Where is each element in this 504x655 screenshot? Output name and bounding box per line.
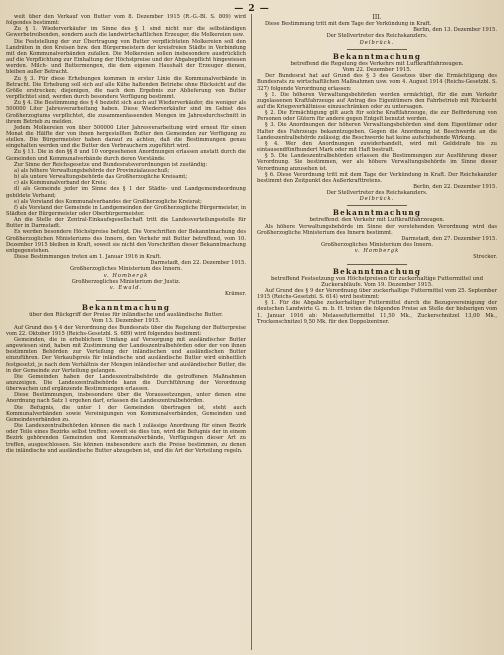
date-line: Darmstadt, den 22. Dezember 1915. bbox=[150, 260, 246, 267]
left-column bbox=[6, 14, 246, 652]
divider bbox=[96, 300, 156, 301]
paragraph: c) als Kommunalverband der Kreis; bbox=[14, 180, 107, 187]
paragraph: § 4. Wer den Anordnungen zuwiderhandelt, wird mit Geldstrafe bis zu eintausendfünfhundert Mark oder mit Haft bestraft. bbox=[257, 140, 497, 154]
divider bbox=[347, 49, 407, 50]
notice-heading: Bekanntmachung bbox=[332, 266, 422, 276]
notice-subtitle: betreffend die Regelung des Verkehrs mit Luftkraftfahrzeugen. bbox=[290, 60, 464, 67]
paragraph: § 1. Die höheren Verwaltungsbehörden werden ermächtigt, für die zum Verkehr zugelassenen Kraftfahrzeuge auf Antrag des Eigentümers den Fahrbetrieb mit Rücksicht auf die Kriegsverhältnisse einzuschränken oder zu untersagen. bbox=[257, 91, 497, 110]
notice-paragraphs bbox=[6, 325, 246, 454]
issuing-office: Großherzogliches Ministerium des Innern. bbox=[320, 242, 434, 249]
paragraph: Zur Sinne der Reichsgesetze und Bundesratsverordnungen ist zuständig: bbox=[14, 161, 208, 168]
notice-paragraphs bbox=[257, 73, 497, 184]
notice-date: Vom 13. Dezember 1915. bbox=[91, 318, 161, 325]
paragraph: Jedem Molkereien von über 500000 Liter Jahresverarbeitung wird erneut für einen Monat die Hälfte der von ihnen hergestellten Butter den Gemeinden zur Verfügung zu stellen. Die Bürgermeister haben darauf zu achten, daß die Bestimmungen genau eingehalten werden und die Butter den Verbrauchern zugeführt wird. bbox=[6, 124, 246, 150]
paragraph: Die Gemeinden haben der Landeszentralbehörde die getroffenen Maßnahmen anzuzeigen. Die Landeszentralbehörde kann die Durchführung der Verordnung überwachen und ergänzende Bestimmungen erlassen. bbox=[6, 373, 246, 393]
divider bbox=[347, 264, 407, 265]
issuing-office: Der Stellvertreter des Reichskanzlers. bbox=[326, 190, 428, 197]
paragraph: Die Landeszentralbehörden können die nach I zulässige Anordnung für einen Bezirk oder Teile eines Bezirks selbst treffen; soweit sie dies tun, wird die Befugnis der in einem Bezirk gehörenden Gemeinden und Kommunalverbände, Verfügungen dieser Art zu treffen, ausgeschlossen. Sie können insbesondere auch die Preise bestimmen, zu denen die inländische und ausländische Butter abzugeben ist, und die Art der Verteilung regeln. bbox=[6, 423, 246, 454]
paragraph: § 2. Die Ermächtigung gilt auch für solche Kraftfahrzeuge, die zur Beförderung von Personen oder Gütern für andere gegen Entgelt benutzt werden. bbox=[257, 110, 497, 123]
paragraph: § 5. Die Landeszentralbehörden erlassen die Bestimmungen zur Ausführung dieser Verordnung. Sie bestimmen, wer als höhere Verwaltungsbehörde im Sinne dieser Verordnung anzusehen ist. bbox=[257, 153, 497, 172]
section-numeral: III. bbox=[372, 14, 382, 21]
issuing-office: Großherzogliches Ministerium der Justiz. bbox=[71, 278, 181, 285]
paragraph: Als höhere Verwaltungsbehörde im Sinne der vorstehenden Verordnung wird das Großherzogliche Ministerium des Innern bestimmt. bbox=[257, 223, 497, 236]
paragraph: Zu § 4. Die Bestimmung des § 4 bezieht sich auch auf Wiederverkäufer, die weniger als 500000 Liter Jahresverarbeitung haben. Diese Wiederverkäufer sind im Gebiet des Großherzogtums verpflichtet, die zusammenfassenden Mengen im Jahresdurchschnitt in ihrem Betrieb zu melden. bbox=[6, 100, 246, 125]
paragraph: § 6. Diese Verordnung tritt mit dem Tage der Verkündung in Kraft. Der Reichskanzler bestimmt den Zeitpunkt des Außerkrafttretens. bbox=[257, 171, 497, 184]
signature: v. Hombergk bbox=[103, 272, 149, 279]
countersignature: Strecker. bbox=[473, 254, 497, 261]
notice-heading: Bekanntmachung bbox=[332, 208, 422, 218]
paragraph: Auf Grund des § 4 der Verordnung des Bundesrats über die Regelung der Butterpreise vom 22. Oktober 1915 (Reichs-Gesetzbl. S. 689) wird folgendes bestimmt: bbox=[6, 324, 246, 337]
signature: v. Hombergk bbox=[354, 248, 400, 255]
paragraph: e) als Vorstand des Kommunalverbandes der Großherzogliche Kreisrat; bbox=[14, 198, 202, 205]
paragraph: weit über den Verkauf von Butter vom 8. Dezember 1915 (R.-G.-Bl. S. 809) wird folgendes bestimmt: bbox=[6, 14, 246, 27]
left-top-paragraphs bbox=[6, 14, 246, 260]
paragraph: b) als untere Verwaltungsbehörde das Großherzogliche Kreisamt; bbox=[14, 174, 188, 181]
paragraph: Diese Bestimmungen, insbesondere über die Voraussetzungen, unter denen eine Anordnung nach Satz 1 ergehen darf, erlassen die Landeszentralbehörden. bbox=[6, 392, 246, 405]
notice-subtitle: betreffend Festsetzung von Höchstpreisen für zuckerhaltige Futtermittel und Zuckerabläufe. Vom 19. Dezember 1915. bbox=[270, 275, 484, 288]
paragraph: An die Stelle der Zentral-Einkaufsgesellschaft tritt die Landesverteilungsstelle für Butter in Darmstadt. bbox=[6, 217, 246, 230]
issuing-office: Großherzogliches Ministerium des Innern. bbox=[69, 266, 183, 273]
paragraph: § 3. Die Anordnungen der höheren Verwaltungsbehörden sind dem Eigentümer oder Halter des Fahrzeugs bekanntzugeben. Gegen die Anordnung ist Beschwerde an die Landeszentralbehörde zulässig; die Beschwerde hat keine aufschiebende Wirkung. bbox=[257, 122, 497, 141]
notice-heading: Bekanntmachung bbox=[81, 303, 171, 313]
notice-heading: Bekanntmachung bbox=[332, 51, 422, 61]
date-line: Berlin, den 22. Dezember 1915. bbox=[413, 184, 497, 190]
countersignature: Krämer. bbox=[225, 291, 246, 298]
paragraph: § 1. Für die Abgabe zuckerhaltiger Futtermittel durch die Bezugsvereinigung der deutschen Landwirte G. m. b. H. treten die folgenden Preise an Stelle der bisherigen vom 1. Januar 1916 ab: Melassefuttermittel 11,50 Mk., Zuckerschnitzel 13,00 Mk., Trockenschnitzel 9,50 Mk. für den Doppelzentner. bbox=[257, 300, 497, 325]
paragraph: Gemeinden, die in erheblichem Umfang auf Versorgung mit ausländischer Butter angewiesen sind, haben mit Zustimmung der Landeszentralbehörden oder der von ihnen bestimmten Behörden zur Verteilung der inländischen und ausländischen Butter einzuführen. Der Verkaufspreis für inländische und ausländische Butter wird einheitlich festgesetzt, je nach dem Verhältnis der Mengen inländischer und ausländischer Butter, die in der Gemeinde zur Verteilung gelangen. bbox=[6, 336, 246, 374]
paragraph: a) als höhere Verwaltungsbehörde der Provinzialausschuß; bbox=[14, 167, 170, 174]
notice-subtitle: betreffend: den Verkehr mit Luftkraftfahrzeugen. bbox=[309, 217, 445, 224]
column-divider bbox=[251, 14, 252, 650]
paragraph: Diese Bestimmungen treten am 1. Januar 1916 in Kraft. bbox=[14, 254, 162, 261]
paragraph: Die Befugnis, die unter I der Gemeinden übertragen ist, steht auch Kommunalverbänden sowie Vereinigungen von Kommunalverbänden, Gemeinden und Gemeindeverbänden zu. bbox=[6, 404, 246, 423]
paragraph: Auf Grund des § 9 der Verordnung über zuckerhaltige Futtermittel vom 25. September 1915 (Reichs-Gesetzbl. S. 614) wird bestimmt: bbox=[257, 288, 497, 301]
notice-paragraphs bbox=[257, 224, 497, 236]
paragraph: Zu § 1. Wiederverkäufer im Sinne des § 1 sind nicht nur die selbständigen Gewerbetreibenden, sondern auch die landwirtschaftlichen Erzeuger, die Molkereien usw. bbox=[6, 26, 246, 39]
divider bbox=[347, 205, 407, 206]
paragraph: Zu § 3. Für diese Erhebungen kommen in erster Linie die Kommunalverbände in Betracht. Die Erhebung soll sich auf alle Kühe haltenden Betriebe ohne Rücksicht auf die Größe erstrecken; diejenigen, die nach dem Ergebnis zur Ablieferung von Butter verpflichtet sind, werden durch besondere Verfügung bestimmt. bbox=[6, 75, 246, 101]
right-column bbox=[257, 14, 497, 652]
date-line: Darmstadt, den 27. Dezember 1915. bbox=[401, 235, 497, 242]
intro-line: Diese Bestimmung tritt mit dem Tage der Verkündung in Kraft. bbox=[265, 21, 432, 28]
paragraph: Die Feststellung der zur Übertragung von Butter verpflichteten Molkereien soll den Landräten in den Kreisen bzw. den Bürgermeistern der kreisfreien Städte in Verbindung mit den Kommunalverbänden zufallen. Die Molkereien sollen insbesondere ausdrücklich auf die Verpflichtung zur Einhaltung der Höchstpreise und der Abgabepflicht hingewiesen werden. Milch- und Buttermengen, die dem eigenen Haushalt der Erzeuger dienen, bleiben außer Betracht. bbox=[6, 38, 246, 76]
notice-subtitle: über den Rückgriff der Preise für inländische und ausländische Butter. bbox=[29, 312, 223, 319]
paragraph: f) als Vorstand der Gemeinde in Landgemeinden der Großherzogliche Bürgermeister, in Städten der Bürgermeister oder Oberbürgermeister. bbox=[6, 204, 246, 217]
page-number: — 2 — bbox=[234, 4, 270, 14]
paragraph: Es werden besondere Höchstpreise befolgt. Die Vorschriften der Bekanntmachung des Großherzoglichen Ministeriums des Innern, den Verkehr mit Butter betreffend, vom 10. Dezember 1915 bleiben in Kraft, soweit sie nicht den Vorschriften dieser Bekanntmachung entgegenstehen. bbox=[6, 229, 246, 254]
notice-date: Vom 22. Dezember 1915. bbox=[342, 66, 412, 73]
issuing-office: Der Stellvertreter des Reichskanzlers. bbox=[326, 33, 428, 40]
signature: Delbrück. bbox=[359, 196, 395, 203]
notice-paragraphs bbox=[257, 288, 497, 325]
signature: v. Ewald. bbox=[109, 284, 143, 291]
date-line: Berlin, den 13. Dezember 1915. bbox=[413, 27, 497, 34]
signature: Delbrück. bbox=[359, 39, 395, 46]
paragraph: Der Bundesrat hat auf Grund des § 3 des Gesetzes über die Ermächtigung des Bundesrats zu wirtschaftlichen Maßnahmen usw. vom 4. August 1914 (Reichs-Gesetzbl. S. 327) folgende Verordnung erlassen: bbox=[257, 73, 497, 92]
paragraph: Zu § 11. Die in den §§ 8 und 10 vorgesehenen Anordnungen erlassen anstatt durch die Gemeinden und Kommunalverbände durch deren Vorstände. bbox=[6, 149, 246, 162]
paragraph: d) als Gemeinde jeder im Sinne des § 1 der Städte- und Landgemeindeordnung gebildete Verband; bbox=[6, 186, 246, 199]
